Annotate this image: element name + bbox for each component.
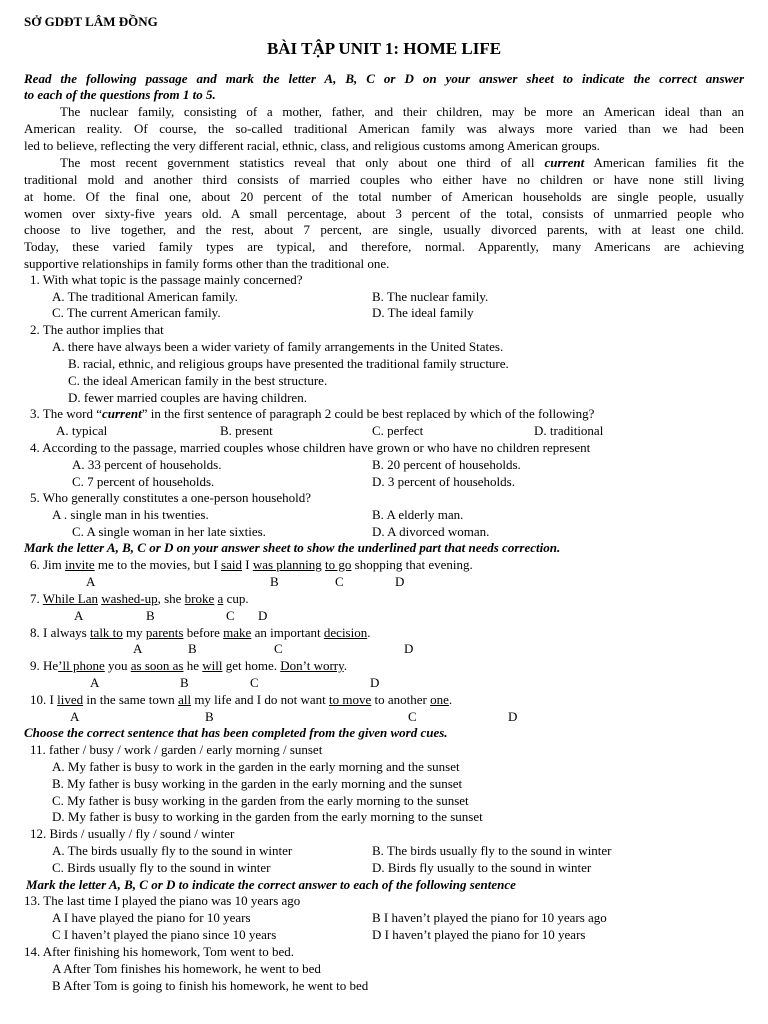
passage-p2-line: supportive relationships in family forms other than the traditional one. [24,256,390,271]
q6-underlined-a: invite [65,557,95,572]
question-7-sentence [30,591,249,607]
q8-label-b: B [188,641,197,656]
q10-underlined-c: to move [328,692,372,707]
q8-label-c: C [274,641,283,656]
q7-underlined-a: While Lan [42,591,98,606]
q6-text: me to the movies, but I [94,557,222,572]
question-9-sentence [30,658,347,674]
q5-option-b: B. A elderly man. [372,507,464,522]
q2-option-c: C. the ideal American family in the best structure. [68,373,328,388]
q1-option-b: B. The nuclear family. [372,289,489,304]
q7-underlined-c: broke [184,591,215,606]
q14-option-b: B After Tom is going to finish his homework, he went to bed [52,978,369,993]
q4-option-d: D. 3 percent of households. [372,474,515,489]
q9-underlined-d: Don’t worry [280,658,344,673]
section-1-instruction: Read the following passage and mark the letter A, B, C or D on your answer sheet to indicate the correct answer [24,71,744,86]
q9-underlined-c: will [202,658,223,673]
department-header: SỞ GDĐT LÂM ĐỒNG [24,14,158,29]
q11-option-c: C. My father is busy working in the garden from the early morning to the sunset [52,793,469,808]
question-5-stem: 5. Who generally constitutes a one-person household? [30,490,311,505]
q13-option-b: B I haven’t played the piano for 10 years ago [372,910,607,925]
q8-text: before [183,625,224,640]
q6-text: 6. [30,557,43,572]
passage-p2-line: traditional mold and another third consists of married couples who either have no children or have none still living [24,172,744,187]
passage-p2-first-line [60,155,744,171]
q10-label-b: B [205,709,214,724]
q4-option-c: C. 7 percent of households. [72,474,215,489]
q14-option-a: A After Tom finishes his homework, he went to bed [52,961,321,976]
q2-option-d: D. fewer married couples are having children. [68,390,307,405]
q8-underlined-b: parents [145,625,184,640]
question-6-sentence [30,557,473,573]
q5-option-a: A . single man in his twenties. [52,507,209,522]
q4-option-b: B. 20 percent of households. [372,457,521,472]
keyword-current: current [101,406,142,421]
question-13-stem: 13. The last time I played the piano was 10 years ago [24,893,301,908]
q6-label-d: D [395,574,405,589]
q3-stem-text: ” in the first sentence of paragraph 2 could be best replaced by which of the following? [141,406,595,421]
q9-underlined-a: ’ll phone [58,658,105,673]
q12-option-a: A. The birds usually fly to the sound in winter [52,843,293,858]
q8-text: . [367,625,371,640]
q8-underlined-c: make [223,625,252,640]
q10-underlined-a: lived [57,692,84,707]
q8-text: my [122,625,146,640]
q7-underlined-b: washed-up [101,591,158,606]
q6-label-a: A [86,574,96,589]
q6-underlined-c: was planning [252,557,322,572]
section-4-instruction: Mark the letter A, B, C or D to indicate the correct answer to each of the following sentence [26,877,516,892]
q7-label-a: A [74,608,84,623]
q9-text: get home. [222,658,281,673]
q2-option-b: B. racial, ethnic, and religious groups have presented the traditional family structure. [68,356,509,371]
q9-label-c: C [250,675,259,690]
q1-option-d: D. The ideal family [372,305,474,320]
q9-text: He [43,658,59,673]
page-title: BÀI TẬP UNIT 1: HOME LIFE [266,39,502,58]
q13-option-c: C I haven’t played the piano since 10 years [52,927,277,942]
q9-label-d: D [370,675,380,690]
q9-text: you [104,658,131,673]
q9-label-a: A [90,675,100,690]
question-1-stem: 1. With what topic is the passage mainly concerned? [30,272,303,287]
q10-underlined-b: all [178,692,192,707]
question-3-stem [30,406,594,422]
q8-label-a: A [133,641,143,656]
passage-p1-line: led to believe, reflecting the very different racial, ethnic, class, and religious customs among American groups. [24,138,600,153]
q13-option-d: D I haven’t played the piano for 10 years [372,927,586,942]
q9-underlined-b: as soon as [130,658,184,673]
q10-underlined-d: one [430,692,449,707]
question-2-stem: 2. The author implies that [30,322,164,337]
q8-text: I always [43,625,90,640]
passage-p2-line: women over sixty-five years old. A small percentage, about 3 percent of the total, consists of unmarried people who [24,206,744,221]
question-12-stem: 12. Birds / usually / fly / sound / winter [30,826,235,841]
question-4-stem: 4. According to the passage, married couples whose children have grown or who have no children represent [30,440,591,455]
q7-label-c: C [226,608,235,623]
q9-text: he [183,658,203,673]
q10-text: my life and I do not want [191,692,329,707]
passage-text: The most recent government statistics reveal that only about one third of all [60,155,545,170]
section-1-instruction-cont: to each of the questions from 1 to 5. [24,87,216,102]
q6-text: I [241,557,253,572]
q11-option-a: A. My father is busy to work in the garden in the early morning and the sunset [52,759,460,774]
question-8-sentence [30,625,370,641]
q1-option-c: C. The current American family. [52,305,221,320]
q10-label-c: C [408,709,417,724]
q11-option-b: B. My father is busy working in the garden in the early morning and the sunset [52,776,463,791]
q13-option-a: A I have played the piano for 10 years [52,910,251,925]
q8-label-d: D [404,641,414,656]
q10-text: I [49,692,58,707]
q3-stem-text: 3. The word “ [30,406,102,421]
q8-underlined-d: decision [323,625,368,640]
question-11-stem: 11. father / busy / work / garden / early morning / sunset [30,742,323,757]
q6-label-c: C [335,574,344,589]
q10-text: . [448,692,453,707]
q7-label-b: B [146,608,155,623]
q8-text: 8. [30,625,43,640]
q3-option-b: B. present [220,423,273,438]
passage-p2-line: Today, these varied family types are typical, and therefore, normal. Apparently, many Americans are achieving [24,239,744,254]
q8-text: an important [251,625,324,640]
q7-underlined-d: a [217,591,224,606]
q7-text: cup. [223,591,249,606]
q6-text: shopping that evening. [351,557,473,572]
q7-label-d: D [258,608,268,623]
q10-text: in the same town [83,692,179,707]
passage-p1-line: The nuclear family, consisting of a mother, father, and their children, may be more an American ideal than an [60,104,744,119]
q8-underlined-a: talk to [89,625,123,640]
q10-text: 10. [30,692,50,707]
passage-p2-line: choose to live together, and the rest, about 7 percent, are single, usually divorced parents, with at least one child. [24,222,744,237]
passage-p1-line: American reality. Of course, the so-called traditional American family was always more varied than we had been [24,121,744,136]
q3-option-a: A. typical [56,423,108,438]
q6-text: Jim [43,557,66,572]
q3-option-c: C. perfect [372,423,424,438]
q7-text: 7. [30,591,43,606]
section-3-instruction: Choose the correct sentence that has been completed from the given word cues. [24,725,448,740]
q12-option-c: C. Birds usually fly to the sound in winter [52,860,271,875]
q9-text: . [343,658,348,673]
q10-label-a: A [70,709,80,724]
q3-option-d: D. traditional [534,423,604,438]
question-14-stem: 14. After finishing his homework, Tom went to bed. [24,944,295,959]
q2-option-a: A. there have always been a wider variety of family arrangements in the United States. [52,339,504,354]
q10-text: to another [371,692,431,707]
q10-label-d: D [508,709,518,724]
q6-underlined-d: to go [325,557,352,572]
passage-text: American families fit the [584,155,745,170]
passage-p2-line: at home. Of the final one, about 20 percent of the total number of American households are single people, usually [24,189,744,204]
q12-option-b: B. The birds usually fly to the sound in winter [372,843,612,858]
q9-label-b: B [180,675,189,690]
q7-text: , she [157,591,185,606]
q5-option-d: D. A divorced woman. [372,524,490,539]
q11-option-d: D. My father is busy to working in the garden from the early morning to the sunset [52,809,483,824]
q5-option-c: C. A single woman in her late sixties. [72,524,266,539]
keyword-current: current [544,155,585,170]
q1-option-a: A. The traditional American family. [52,289,238,304]
q4-option-a: A. 33 percent of households. [72,457,222,472]
q6-underlined-b: said [221,557,242,572]
section-2-instruction: Mark the letter A, B, C or D on your answer sheet to show the underlined part that needs correction. [24,540,561,555]
q9-text: 9. [30,658,43,673]
question-10-sentence [30,692,452,708]
q6-label-b: B [270,574,279,589]
q12-option-d: D. Birds fly usually to the sound in winter [372,860,592,875]
